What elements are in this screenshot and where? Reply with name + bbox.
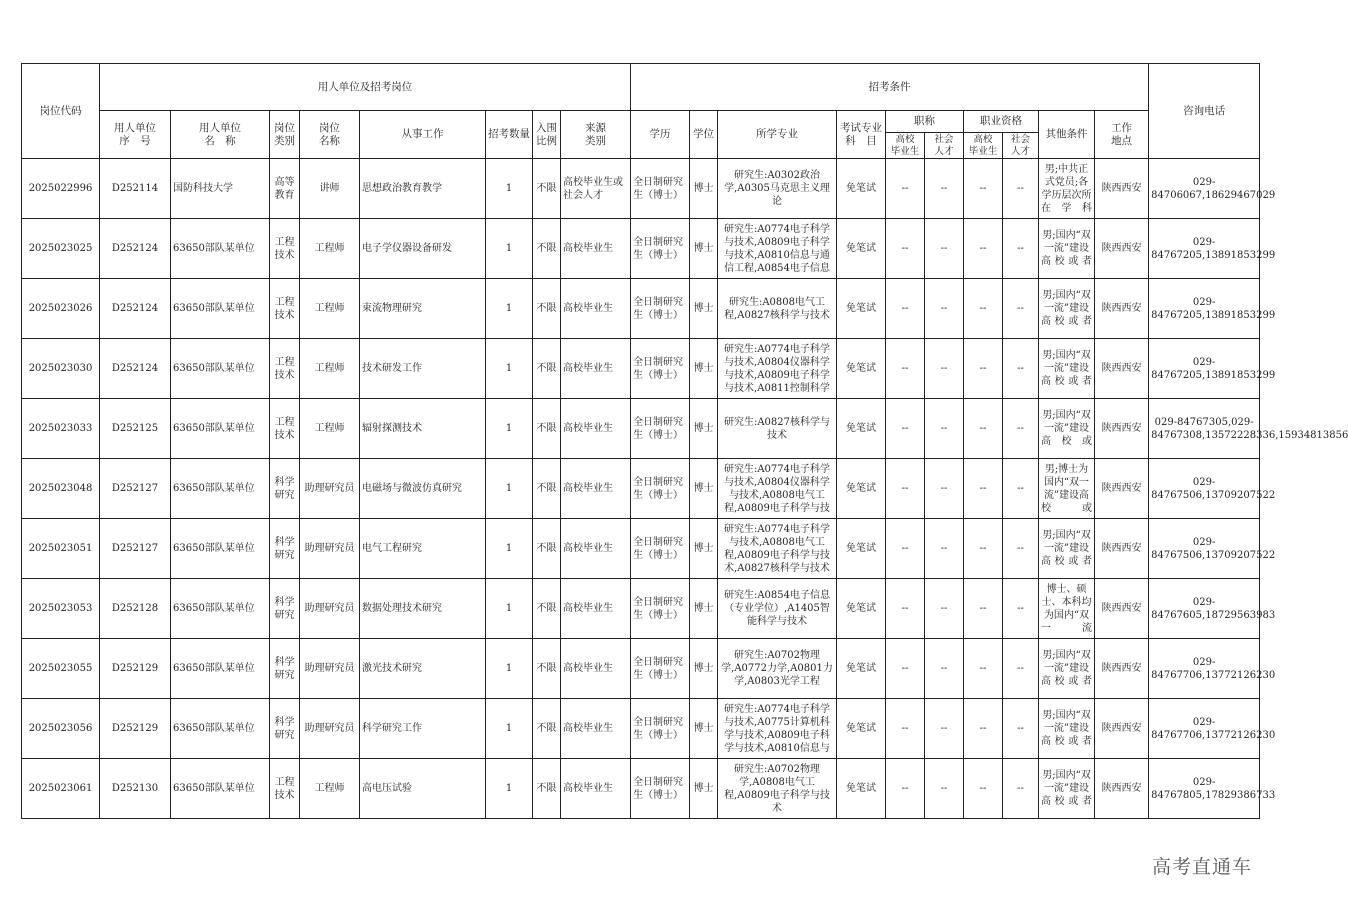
cell-degree: 博士 (690, 159, 718, 219)
cell-degree: 博士 (690, 639, 718, 699)
cell-unit-no: D252129 (100, 639, 171, 699)
cell-title-grad: -- (886, 459, 925, 519)
cell-count: 1 (486, 399, 533, 459)
cell-unit-name: 63650部队某单位 (171, 279, 270, 339)
cell-work: 束流物理研究 (360, 279, 486, 339)
cell-ratio: 不限 (533, 159, 561, 219)
cell-edu: 全日制研究生（博士） (631, 759, 690, 819)
cell-other: 男;国内“双一流”建设高校或者 (1039, 219, 1095, 279)
cell-post-type: 工程技术 (270, 759, 300, 819)
cell-unit-name: 63650部队某单位 (171, 339, 270, 399)
header-degree: 学位 (690, 111, 718, 159)
cell-exam: 免笔试 (837, 399, 886, 459)
cell-major: 研究生:A0774电子科学与技术,A0804仪器科学与技术,A0809电子科学与技术,A0811控制科学 (718, 339, 837, 399)
cell-post-type: 高等教育 (270, 159, 300, 219)
cell-qual-grad: -- (964, 339, 1003, 399)
cell-title-social: -- (925, 459, 964, 519)
cell-major: 研究生:A0854电子信息（专业学位）,A1405智能科学与技术 (718, 579, 837, 639)
cell-code: 2025023055 (22, 639, 100, 699)
cell-unit-name: 63650部队某单位 (171, 639, 270, 699)
cell-major: 研究生:A0702物理学,A0772力学,A0801力学,A0803光学工程 (718, 639, 837, 699)
cell-work: 高电压试验 (360, 759, 486, 819)
cell-post-type: 科学研究 (270, 519, 300, 579)
cell-code: 2025023056 (22, 699, 100, 759)
header-unit-no: 用人单位 序 号 (100, 111, 171, 159)
recruitment-table (21, 63, 1348, 819)
cell-source: 高校毕业生 (561, 219, 631, 279)
cell-post-type: 科学研究 (270, 639, 300, 699)
table-row (22, 699, 1260, 759)
cell-post-type: 工程技术 (270, 219, 300, 279)
header-count: 招考数量 (486, 111, 533, 159)
header-title-grad: 高校 毕业生 (886, 133, 925, 159)
cell-post-name: 工程师 (300, 339, 360, 399)
cell-exam: 免笔试 (837, 339, 886, 399)
cell-title-social: -- (925, 639, 964, 699)
table-row (22, 519, 1260, 579)
cell-unit-name: 63650部队某单位 (171, 459, 270, 519)
header-work: 从事工作 (360, 111, 486, 159)
cell-other: 男;国内“双一流”建设高校或者 (1039, 699, 1095, 759)
cell-qual-grad: -- (964, 159, 1003, 219)
cell-unit-no: D252127 (100, 519, 171, 579)
header-qualification: 职业资格 (964, 111, 1039, 133)
header-ratio: 入围 比例 (533, 111, 561, 159)
cell-other: 男;国内“双一流”建设高校或者 (1039, 759, 1095, 819)
cell-title-social: -- (925, 699, 964, 759)
cell-code: 2025022996 (22, 159, 100, 219)
table-row (22, 279, 1260, 339)
cell-qual-social: -- (1003, 159, 1039, 219)
cell-exam: 免笔试 (837, 699, 886, 759)
cell-source: 高校毕业生 (561, 459, 631, 519)
cell-unit-no: D252125 (100, 399, 171, 459)
cell-unit-name: 63650部队某单位 (171, 519, 270, 579)
cell-count: 1 (486, 339, 533, 399)
cell-place: 陕西西安 (1095, 219, 1149, 279)
cell-degree: 博士 (690, 279, 718, 339)
cell-degree: 博士 (690, 699, 718, 759)
cell-post-type: 科学研究 (270, 699, 300, 759)
cell-qual-social: -- (1003, 279, 1039, 339)
cell-phone: 029-84767706,13772126230 (1149, 699, 1260, 759)
cell-unit-name: 63650部队某单位 (171, 699, 270, 759)
cell-qual-social: -- (1003, 579, 1039, 639)
cell-phone: 029-84767506,13709207522 (1149, 519, 1260, 579)
cell-qual-social: -- (1003, 459, 1039, 519)
cell-qual-grad: -- (964, 459, 1003, 519)
cell-unit-name: 63650部队某单位 (171, 579, 270, 639)
cell-qual-social: -- (1003, 399, 1039, 459)
cell-code: 2025023030 (22, 339, 100, 399)
cell-exam: 免笔试 (837, 639, 886, 699)
cell-ratio: 不限 (533, 219, 561, 279)
cell-code: 2025023026 (22, 279, 100, 339)
cell-title-grad: -- (886, 339, 925, 399)
cell-title-social: -- (925, 579, 964, 639)
cell-source: 高校毕业生 (561, 699, 631, 759)
cell-post-name: 工程师 (300, 759, 360, 819)
header-group-conditions: 招考条件 (631, 64, 1149, 111)
cell-source: 高校毕业生 (561, 519, 631, 579)
cell-post-name: 工程师 (300, 219, 360, 279)
cell-qual-grad: -- (964, 699, 1003, 759)
cell-exam: 免笔试 (837, 519, 886, 579)
cell-exam: 免笔试 (837, 279, 886, 339)
cell-post-name: 助理研究员 (300, 579, 360, 639)
watermark-text: 高考直通车 (1151, 856, 1252, 878)
cell-degree: 博士 (690, 339, 718, 399)
header-exam: 考试专业 科 目 (837, 111, 886, 159)
cell-major: 研究生:A0774电子科学与技术,A0809电子科学与技术,A0810信息与通信工程,A0854电子信息 (718, 219, 837, 279)
cell-source: 高校毕业生或社会人才 (561, 159, 631, 219)
cell-title-social: -- (925, 219, 964, 279)
cell-work: 科学研究工作 (360, 699, 486, 759)
cell-title-social: -- (925, 339, 964, 399)
cell-ratio: 不限 (533, 699, 561, 759)
cell-edu: 全日制研究生（博士） (631, 639, 690, 699)
cell-source: 高校毕业生 (561, 759, 631, 819)
cell-major: 研究生:A0808电气工程,A0827核科学与技术 (718, 279, 837, 339)
table-row (22, 219, 1260, 279)
cell-place: 陕西西安 (1095, 459, 1149, 519)
cell-work: 电磁场与微波仿真研究 (360, 459, 486, 519)
cell-qual-social: -- (1003, 219, 1039, 279)
cell-other: 男;国内“双一流”建设高校或 (1039, 399, 1095, 459)
header-source: 来源 类别 (561, 111, 631, 159)
cell-major: 研究生:A0702物理学,A0808电气工程,A0809电子科学与技术 (718, 759, 837, 819)
cell-phone: 029-84767205,13891853299 (1149, 339, 1260, 399)
cell-qual-grad: -- (964, 519, 1003, 579)
cell-count: 1 (486, 159, 533, 219)
cell-major: 研究生:A0774电子科学与技术,A0808电气工程,A0809电子科学与技术,A0827核科学与技术 (718, 519, 837, 579)
cell-title-social: -- (925, 279, 964, 339)
cell-other: 男;博士为国内“双一流”建设高校或 (1039, 459, 1095, 519)
cell-title-grad: -- (886, 159, 925, 219)
cell-count: 1 (486, 219, 533, 279)
cell-count: 1 (486, 459, 533, 519)
cell-degree: 博士 (690, 519, 718, 579)
table-row (22, 399, 1260, 459)
cell-qual-social: -- (1003, 639, 1039, 699)
cell-source: 高校毕业生 (561, 399, 631, 459)
cell-edu: 全日制研究生（博士） (631, 459, 690, 519)
cell-post-name: 助理研究员 (300, 519, 360, 579)
header-title-social: 社会 人才 (925, 133, 964, 159)
cell-qual-grad: -- (964, 759, 1003, 819)
cell-other: 男;国内“双一流”建设高校或者 (1039, 339, 1095, 399)
cell-edu: 全日制研究生（博士） (631, 579, 690, 639)
cell-unit-no: D252124 (100, 219, 171, 279)
cell-title-grad: -- (886, 579, 925, 639)
cell-edu: 全日制研究生（博士） (631, 279, 690, 339)
cell-exam: 免笔试 (837, 159, 886, 219)
cell-phone: 029-84767805,17829386733 (1149, 759, 1260, 819)
cell-major: 研究生:A0302政治学,A0305马克思主义理论 (718, 159, 837, 219)
cell-edu: 全日制研究生（博士） (631, 219, 690, 279)
cell-count: 1 (486, 579, 533, 639)
cell-title-grad: -- (886, 519, 925, 579)
cell-degree: 博士 (690, 759, 718, 819)
cell-unit-no: D252124 (100, 339, 171, 399)
header-phone: 咨询电话 (1149, 64, 1260, 159)
cell-place: 陕西西安 (1095, 399, 1149, 459)
cell-phone: 029-84767205,13891853299 (1149, 219, 1260, 279)
cell-qual-social: -- (1003, 519, 1039, 579)
cell-work: 技术研发工作 (360, 339, 486, 399)
cell-qual-grad: -- (964, 399, 1003, 459)
cell-phone: 029-84767605,18729563983 (1149, 579, 1260, 639)
cell-edu: 全日制研究生（博士） (631, 159, 690, 219)
header-title: 职称 (886, 111, 964, 133)
cell-post-type: 科学研究 (270, 579, 300, 639)
cell-source: 高校毕业生 (561, 339, 631, 399)
header-code: 岗位代码 (22, 64, 100, 159)
cell-count: 1 (486, 699, 533, 759)
cell-work: 电气工程研究 (360, 519, 486, 579)
cell-ratio: 不限 (533, 579, 561, 639)
cell-unit-name: 63650部队某单位 (171, 219, 270, 279)
cell-exam: 免笔试 (837, 579, 886, 639)
cell-work: 激光技术研究 (360, 639, 486, 699)
cell-work: 辐射探测技术 (360, 399, 486, 459)
cell-unit-no: D252124 (100, 279, 171, 339)
cell-ratio: 不限 (533, 759, 561, 819)
cell-exam: 免笔试 (837, 459, 886, 519)
cell-ratio: 不限 (533, 339, 561, 399)
cell-post-name: 工程师 (300, 399, 360, 459)
cell-post-name: 助理研究员 (300, 459, 360, 519)
cell-source: 高校毕业生 (561, 639, 631, 699)
cell-code: 2025023025 (22, 219, 100, 279)
table-row (22, 459, 1260, 519)
cell-source: 高校毕业生 (561, 279, 631, 339)
cell-count: 1 (486, 759, 533, 819)
cell-qual-social: -- (1003, 759, 1039, 819)
cell-place: 陕西西安 (1095, 339, 1149, 399)
header-qual-grad: 高校 毕业生 (964, 133, 1003, 159)
cell-post-type: 工程技术 (270, 339, 300, 399)
cell-unit-no: D252114 (100, 159, 171, 219)
cell-qual-grad: -- (964, 579, 1003, 639)
cell-place: 陕西西安 (1095, 639, 1149, 699)
cell-degree: 博士 (690, 219, 718, 279)
cell-other: 博士、硕士、本科均为国内“双一流 (1039, 579, 1095, 639)
cell-code: 2025023048 (22, 459, 100, 519)
header-group-unit: 用人单位及招考岗位 (100, 64, 631, 111)
cell-qual-social: -- (1003, 699, 1039, 759)
cell-post-type: 工程技术 (270, 279, 300, 339)
cell-code: 2025023051 (22, 519, 100, 579)
cell-exam: 免笔试 (837, 219, 886, 279)
cell-phone: 029-84767205,13891853299 (1149, 279, 1260, 339)
cell-place: 陕西西安 (1095, 759, 1149, 819)
cell-qual-social: -- (1003, 339, 1039, 399)
table-row (22, 759, 1260, 819)
cell-unit-name: 63650部队某单位 (171, 759, 270, 819)
cell-post-name: 工程师 (300, 279, 360, 339)
cell-qual-grad: -- (964, 639, 1003, 699)
table-row (22, 339, 1260, 399)
cell-count: 1 (486, 279, 533, 339)
cell-post-name: 助理研究员 (300, 639, 360, 699)
cell-edu: 全日制研究生（博士） (631, 699, 690, 759)
cell-phone: 029-84767706,13772126230 (1149, 639, 1260, 699)
cell-count: 1 (486, 639, 533, 699)
cell-code: 2025023053 (22, 579, 100, 639)
cell-work: 电子学仪器设备研发 (360, 219, 486, 279)
cell-title-grad: -- (886, 219, 925, 279)
cell-ratio: 不限 (533, 399, 561, 459)
cell-code: 2025023061 (22, 759, 100, 819)
header-post-type: 岗位 类别 (270, 111, 300, 159)
cell-place: 陕西西安 (1095, 699, 1149, 759)
cell-major: 研究生:A0774电子科学与技术,A0775计算机科学与技术,A0809电子科学与技术,A0810信息与 (718, 699, 837, 759)
cell-title-grad: -- (886, 699, 925, 759)
cell-place: 陕西西安 (1095, 279, 1149, 339)
cell-count: 1 (486, 519, 533, 579)
cell-major: 研究生:A0774电子科学与技术,A0804仪器科学与技术,A0808电气工程,A0809电子科学与技 (718, 459, 837, 519)
cell-other: 男;国内“双一流”建设高校或者 (1039, 519, 1095, 579)
cell-post-name: 助理研究员 (300, 699, 360, 759)
cell-place: 陕西西安 (1095, 519, 1149, 579)
cell-unit-no: D252128 (100, 579, 171, 639)
cell-degree: 博士 (690, 459, 718, 519)
cell-phone: 029-84706067,18629467029 (1149, 159, 1260, 219)
table-row (22, 579, 1260, 639)
cell-unit-no: D252130 (100, 759, 171, 819)
cell-title-social: -- (925, 399, 964, 459)
cell-source: 高校毕业生 (561, 579, 631, 639)
cell-title-grad: -- (886, 399, 925, 459)
cell-title-social: -- (925, 759, 964, 819)
cell-place: 陕西西安 (1095, 579, 1149, 639)
header-other: 其他条件 (1039, 111, 1095, 159)
cell-post-type: 工程技术 (270, 399, 300, 459)
cell-edu: 全日制研究生（博士） (631, 399, 690, 459)
cell-post-name: 讲师 (300, 159, 360, 219)
header-unit-name: 用人单位 名 称 (171, 111, 270, 159)
cell-edu: 全日制研究生（博士） (631, 339, 690, 399)
cell-degree: 博士 (690, 579, 718, 639)
table-row (22, 639, 1260, 699)
cell-major: 研究生:A0827核科学与技术 (718, 399, 837, 459)
cell-title-grad: -- (886, 639, 925, 699)
header-place: 工作 地点 (1095, 111, 1149, 159)
cell-phone: 029-84767305,029-84767308,13572228336,15934813856 (1149, 399, 1260, 459)
table-row (22, 159, 1260, 219)
cell-unit-name: 63650部队某单位 (171, 399, 270, 459)
cell-title-social: -- (925, 159, 964, 219)
header-post-name: 岗位 名称 (300, 111, 360, 159)
cell-post-type: 科学研究 (270, 459, 300, 519)
cell-ratio: 不限 (533, 639, 561, 699)
cell-ratio: 不限 (533, 279, 561, 339)
cell-unit-name: 国防科技大学 (171, 159, 270, 219)
cell-phone: 029-84767506,13709207522 (1149, 459, 1260, 519)
cell-edu: 全日制研究生（博士） (631, 519, 690, 579)
cell-unit-no: D252129 (100, 699, 171, 759)
cell-work: 数据处理技术研究 (360, 579, 486, 639)
cell-other: 男;国内“双一流”建设高校或者 (1039, 639, 1095, 699)
cell-qual-grad: -- (964, 279, 1003, 339)
cell-ratio: 不限 (533, 519, 561, 579)
cell-unit-no: D252127 (100, 459, 171, 519)
cell-exam: 免笔试 (837, 759, 886, 819)
cell-other: 男;国内“双一流”建设高校或者 (1039, 279, 1095, 339)
cell-ratio: 不限 (533, 459, 561, 519)
header-edu: 学历 (631, 111, 690, 159)
cell-other: 男;中共正式党员;各学历层次所在学科 (1039, 159, 1095, 219)
header-major: 所学专业 (718, 111, 837, 159)
cell-degree: 博士 (690, 399, 718, 459)
header-qual-social: 社会 人才 (1003, 133, 1039, 159)
cell-code: 2025023033 (22, 399, 100, 459)
cell-qual-grad: -- (964, 219, 1003, 279)
cell-title-grad: -- (886, 279, 925, 339)
cell-title-social: -- (925, 519, 964, 579)
cell-place: 陕西西安 (1095, 159, 1149, 219)
cell-title-grad: -- (886, 759, 925, 819)
cell-work: 思想政治教育教学 (360, 159, 486, 219)
